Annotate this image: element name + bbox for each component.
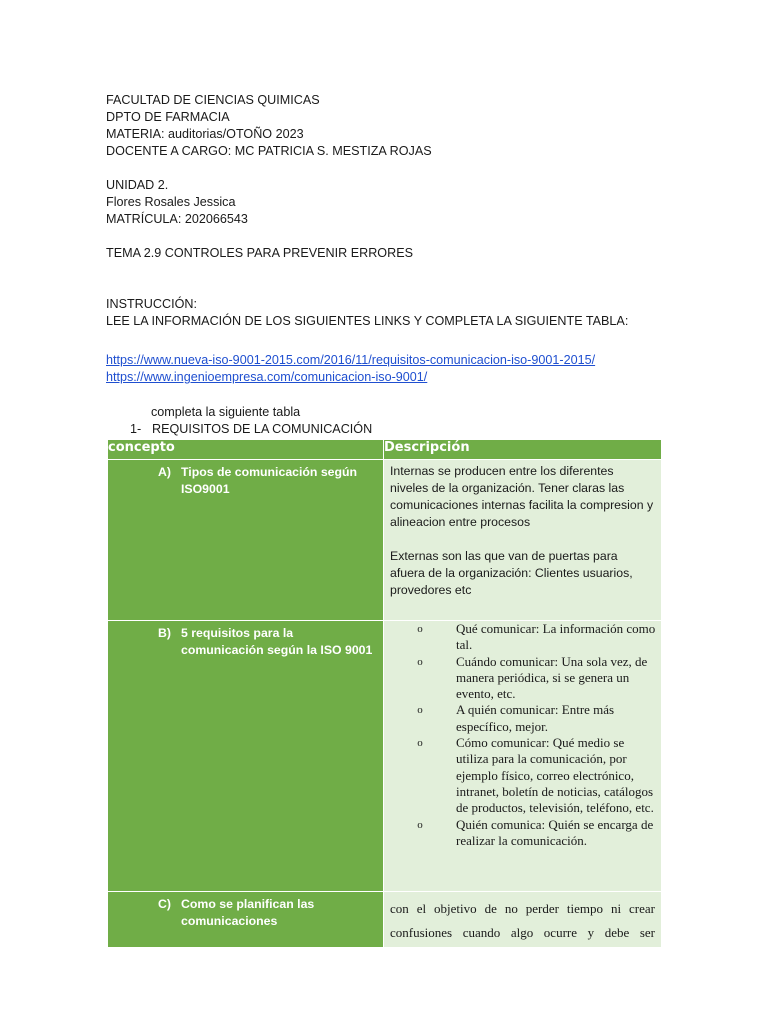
circle-bullet-icon: o [417, 655, 423, 668]
subject-line: MATERIA: auditorias/OTOÑO 2023 [106, 127, 304, 141]
row-letter: C) [158, 897, 171, 911]
table-intro: completa la siguiente tabla [151, 405, 301, 419]
list-item: o Quién comunica: Quién se encarga de realizar la comunicación. [384, 817, 657, 850]
document-header [106, 92, 628, 330]
list-item: o Qué comunicar: La información como tal. [384, 621, 657, 654]
requirements-table [107, 439, 662, 948]
circle-bullet-icon: o [417, 704, 423, 717]
description-cell: con el objetivo de no perder tiempo ni crear confusiones cuando algo ocurre y debe ser [384, 892, 662, 948]
list-item: o Cuándo comunicar: Una sola vez, de manera periódica, si se genera un evento, etc. [384, 654, 657, 703]
concept-text: Tipos de comunicación según ISO9001 [181, 465, 358, 496]
concept-text: 5 requisitos para la comunicación según la ISO 9001 [181, 626, 373, 657]
header-descripcion: Descripción [384, 440, 662, 460]
row-letter: B) [158, 626, 171, 640]
table-row [108, 460, 662, 621]
circle-bullet-icon: o [417, 623, 423, 635]
topic-line: TEMA 2.9 CONTROLES PARA PREVENIR ERRORES [106, 246, 413, 260]
concept-cell [108, 892, 384, 948]
list-number: 1- [130, 422, 142, 436]
department-line: DPTO DE FARMACIA [106, 110, 230, 124]
table-header-row [108, 440, 662, 460]
concept-cell [108, 460, 384, 621]
description-cell [384, 460, 662, 621]
header-concepto: concepto [108, 440, 384, 460]
requirements-list [384, 621, 661, 849]
desc-internal: Internas se producen entre los diferentes niveles de la organización. Tener claras las comunicaciones internas facilita la compresion y alineacion entre procesos [390, 464, 654, 529]
table-row [108, 621, 662, 892]
concept-text: Como se planifican las comunicaciones [181, 897, 315, 928]
circle-bullet-icon: o [417, 818, 423, 831]
link-nueva-iso[interactable]: https://www.nueva-iso-9001-2015.com/2016/11/requisitos-comunicacion-iso-9001-2015/ [106, 353, 596, 367]
instruction-text: LEE LA INFORMACIÓN DE LOS SIGUIENTES LINKS Y COMPLETA LA SIGUIENTE TABLA: [106, 314, 629, 328]
student-name: Flores Rosales Jessica [106, 195, 236, 209]
instruction-title: INSTRUCCIÓN: [106, 297, 197, 311]
faculty-line: FACULTAD DE CIENCIAS QUIMICAS [106, 93, 320, 107]
table-row [108, 892, 662, 948]
link-ingenioempresa[interactable]: https://www.ingenioempresa.com/comunicacion-iso-9001/ [106, 370, 428, 384]
teacher-line: DOCENTE A CARGO: MC PATRICIA S. MESTIZA ROJAS [106, 144, 432, 158]
description-cell [384, 621, 662, 892]
row-letter: A) [158, 465, 171, 479]
desc-external: Externas son las que van de puertas para afuera de la organización: Clientes usuarios, provedores etc [390, 549, 633, 597]
circle-bullet-icon: o [417, 737, 423, 750]
concept-cell [108, 621, 384, 892]
numbered-heading [130, 421, 372, 438]
list-item: o Cómo comunicar: Qué medio se utiliza para la comunicación, por ejemplo físico, correo electrónico, intranet, boletín de noticias, catálogos de productos, televisión, teléfono, etc. [384, 735, 657, 816]
list-item: o A quién comunicar: Entre más específico, mejor. [384, 702, 657, 735]
unit-line: UNIDAD 2. [106, 178, 169, 192]
enrollment-line: MATRÍCULA: 202066543 [106, 212, 248, 226]
reference-links [106, 352, 595, 386]
list-heading-text: REQUISITOS DE LA COMUNICACIÓN [152, 422, 373, 436]
